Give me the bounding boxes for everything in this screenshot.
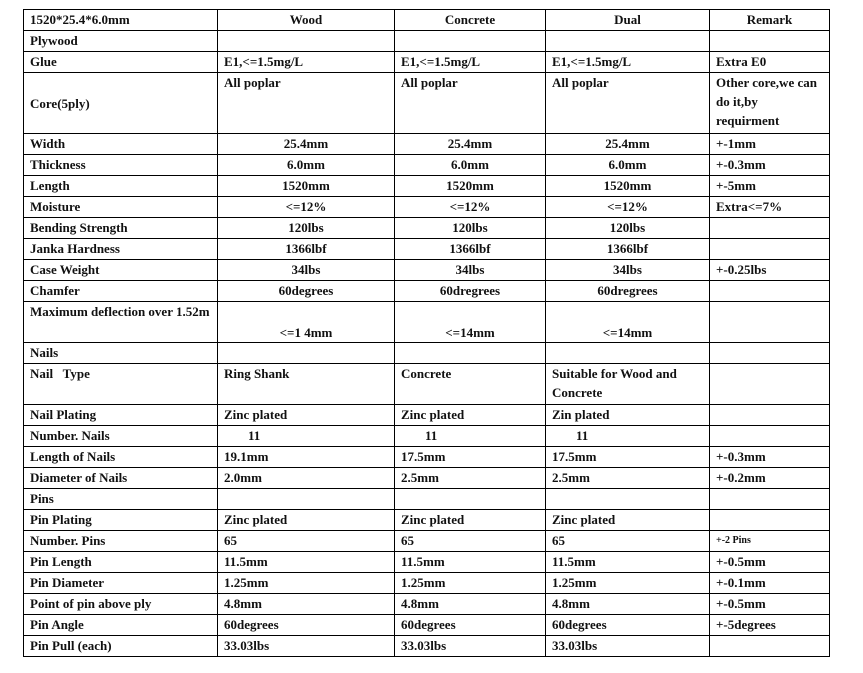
table-row xyxy=(24,134,830,155)
row-label: Thickness xyxy=(24,155,218,176)
cell-concrete: 17.5mm xyxy=(395,447,546,468)
header-concrete: Concrete xyxy=(395,10,546,31)
cell-remark xyxy=(710,405,830,426)
cell-remark: +-0.5mm xyxy=(710,594,830,615)
table-row xyxy=(24,343,830,364)
row-label: Janka Hardness xyxy=(24,239,218,260)
cell-concrete: 65 xyxy=(395,531,546,552)
table-row xyxy=(24,447,830,468)
row-label: Pins xyxy=(24,489,218,510)
cell-remark: +-0.3mm xyxy=(710,447,830,468)
cell-wood: 1366lbf xyxy=(218,239,395,260)
cell-dual: <=12% xyxy=(546,197,710,218)
cell-wood: 60degrees xyxy=(218,615,395,636)
cell-wood: 19.1mm xyxy=(218,447,395,468)
table-row xyxy=(24,218,830,239)
cell-dual: 65 xyxy=(546,531,710,552)
cell-remark xyxy=(710,302,830,343)
cell-wood: Zinc plated xyxy=(218,405,395,426)
table-row xyxy=(24,552,830,573)
cell-wood: <=1 4mm xyxy=(218,302,395,343)
cell-wood xyxy=(218,343,395,364)
cell-dual: 11.5mm xyxy=(546,552,710,573)
cell-concrete: 6.0mm xyxy=(395,155,546,176)
cell-wood: 11 xyxy=(218,426,395,447)
cell-dual: 4.8mm xyxy=(546,594,710,615)
table-row xyxy=(24,636,830,657)
cell-dual: Zinc plated xyxy=(546,510,710,531)
table-row xyxy=(24,510,830,531)
row-label: Glue xyxy=(24,52,218,73)
cell-concrete: 60degrees xyxy=(395,615,546,636)
row-label: Nail Plating xyxy=(24,405,218,426)
row-label: Maximum deflection over 1.52m xyxy=(24,302,218,343)
cell-remark xyxy=(710,281,830,302)
table-row xyxy=(24,197,830,218)
cell-concrete: 11 xyxy=(395,426,546,447)
cell-remark: +-0.2mm xyxy=(710,468,830,489)
cell-wood: 25.4mm xyxy=(218,134,395,155)
row-label: Nails xyxy=(24,343,218,364)
cell-concrete: Concrete xyxy=(395,364,546,405)
cell-dual: Zin plated xyxy=(546,405,710,426)
row-label: Width xyxy=(24,134,218,155)
cell-remark: Extra<=7% xyxy=(710,197,830,218)
row-label: Pin Plating xyxy=(24,510,218,531)
cell-wood: 60degrees xyxy=(218,281,395,302)
cell-concrete: 33.03lbs xyxy=(395,636,546,657)
cell-dual: Suitable for Wood and Concrete xyxy=(546,364,710,405)
cell-concrete: 34lbs xyxy=(395,260,546,281)
cell-wood: Ring Shank xyxy=(218,364,395,405)
row-label: Point of pin above ply xyxy=(24,594,218,615)
cell-concrete xyxy=(395,489,546,510)
cell-concrete: 1.25mm xyxy=(395,573,546,594)
table-row xyxy=(24,31,830,52)
cell-concrete: Zinc plated xyxy=(395,510,546,531)
cell-dual: <=14mm xyxy=(546,302,710,343)
table-row xyxy=(24,615,830,636)
cell-remark: +-5mm xyxy=(710,176,830,197)
cell-wood: 34lbs xyxy=(218,260,395,281)
table-row xyxy=(24,176,830,197)
cell-concrete: 25.4mm xyxy=(395,134,546,155)
row-label: Plywood xyxy=(24,31,218,52)
cell-concrete: <=12% xyxy=(395,197,546,218)
cell-concrete: Zinc plated xyxy=(395,405,546,426)
table-row xyxy=(24,468,830,489)
cell-remark: +-5degrees xyxy=(710,615,830,636)
cell-remark: +-0.3mm xyxy=(710,155,830,176)
cell-remark xyxy=(710,364,830,405)
cell-concrete: 4.8mm xyxy=(395,594,546,615)
cell-concrete: 2.5mm xyxy=(395,468,546,489)
cell-remark: +-0.5mm xyxy=(710,552,830,573)
row-label: Pin Angle xyxy=(24,615,218,636)
cell-concrete xyxy=(395,31,546,52)
cell-remark xyxy=(710,426,830,447)
cell-wood: 1520mm xyxy=(218,176,395,197)
cell-dual: 1366lbf xyxy=(546,239,710,260)
cell-concrete: 1520mm xyxy=(395,176,546,197)
cell-wood: <=12% xyxy=(218,197,395,218)
table-row xyxy=(24,260,830,281)
table-row xyxy=(24,489,830,510)
cell-remark xyxy=(710,636,830,657)
row-label: Nail Type xyxy=(24,364,218,405)
row-label: Core(5ply) xyxy=(24,73,218,134)
cell-concrete: 120lbs xyxy=(395,218,546,239)
row-label: Chamfer xyxy=(24,281,218,302)
cell-wood: 2.0mm xyxy=(218,468,395,489)
cell-dual xyxy=(546,31,710,52)
cell-remark: Other core,we can do it,by requirment xyxy=(710,73,830,134)
cell-wood: 11.5mm xyxy=(218,552,395,573)
cell-wood: 6.0mm xyxy=(218,155,395,176)
cell-remark xyxy=(710,510,830,531)
cell-concrete xyxy=(395,343,546,364)
cell-wood: 120lbs xyxy=(218,218,395,239)
cell-dual: 17.5mm xyxy=(546,447,710,468)
cell-remark: +-1mm xyxy=(710,134,830,155)
row-label: Moisture xyxy=(24,197,218,218)
header-dual: Dual xyxy=(546,10,710,31)
cell-concrete: All poplar xyxy=(395,73,546,134)
row-label: Bending Strength xyxy=(24,218,218,239)
table-row xyxy=(24,73,830,134)
cell-remark xyxy=(710,239,830,260)
table-row xyxy=(24,405,830,426)
table-row xyxy=(24,239,830,260)
cell-wood: 65 xyxy=(218,531,395,552)
cell-wood: 1.25mm xyxy=(218,573,395,594)
cell-dual: 25.4mm xyxy=(546,134,710,155)
cell-wood xyxy=(218,489,395,510)
cell-wood: Zinc plated xyxy=(218,510,395,531)
row-label: Length of Nails xyxy=(24,447,218,468)
cell-dual: 6.0mm xyxy=(546,155,710,176)
cell-concrete: <=14mm xyxy=(395,302,546,343)
row-label: Length xyxy=(24,176,218,197)
header-size: 1520*25.4*6.0mm xyxy=(24,10,218,31)
cell-remark: +-0.1mm xyxy=(710,573,830,594)
cell-wood: All poplar xyxy=(218,73,395,134)
cell-dual: 2.5mm xyxy=(546,468,710,489)
header-wood: Wood xyxy=(218,10,395,31)
cell-dual: All poplar xyxy=(546,73,710,134)
table-row xyxy=(24,52,830,73)
cell-dual xyxy=(546,489,710,510)
spec-table xyxy=(23,9,830,657)
table-row xyxy=(24,573,830,594)
cell-wood: E1,<=1.5mg/L xyxy=(218,52,395,73)
row-label: Pin Length xyxy=(24,552,218,573)
cell-remark: +-0.25lbs xyxy=(710,260,830,281)
cell-dual: 34lbs xyxy=(546,260,710,281)
row-label: Case Weight xyxy=(24,260,218,281)
cell-remark: Extra E0 xyxy=(710,52,830,73)
row-label: Number. Nails xyxy=(24,426,218,447)
table-row xyxy=(24,426,830,447)
header-remark: Remark xyxy=(710,10,830,31)
cell-remark xyxy=(710,489,830,510)
cell-concrete: 1366lbf xyxy=(395,239,546,260)
cell-dual: 1.25mm xyxy=(546,573,710,594)
cell-concrete: 60dregrees xyxy=(395,281,546,302)
table-row xyxy=(24,364,830,405)
row-label: Pin Pull (each) xyxy=(24,636,218,657)
cell-concrete: 11.5mm xyxy=(395,552,546,573)
cell-wood: 33.03lbs xyxy=(218,636,395,657)
cell-dual: 60degrees xyxy=(546,615,710,636)
cell-remark xyxy=(710,343,830,364)
table-row xyxy=(24,155,830,176)
cell-remark xyxy=(710,218,830,239)
row-label: Pin Diameter xyxy=(24,573,218,594)
cell-remark: +-2 Pins xyxy=(710,531,830,552)
cell-dual: 120lbs xyxy=(546,218,710,239)
row-label: Diameter of Nails xyxy=(24,468,218,489)
table-row xyxy=(24,302,830,343)
cell-remark xyxy=(710,31,830,52)
row-label: Number. Pins xyxy=(24,531,218,552)
cell-wood: 4.8mm xyxy=(218,594,395,615)
cell-dual xyxy=(546,343,710,364)
table-row xyxy=(24,531,830,552)
cell-dual: 60dregrees xyxy=(546,281,710,302)
cell-dual: 1520mm xyxy=(546,176,710,197)
table-row xyxy=(24,281,830,302)
cell-concrete: E1,<=1.5mg/L xyxy=(395,52,546,73)
cell-dual: 33.03lbs xyxy=(546,636,710,657)
cell-wood xyxy=(218,31,395,52)
table-row xyxy=(24,594,830,615)
table-header-row xyxy=(24,10,830,31)
cell-dual: E1,<=1.5mg/L xyxy=(546,52,710,73)
cell-dual: 11 xyxy=(546,426,710,447)
